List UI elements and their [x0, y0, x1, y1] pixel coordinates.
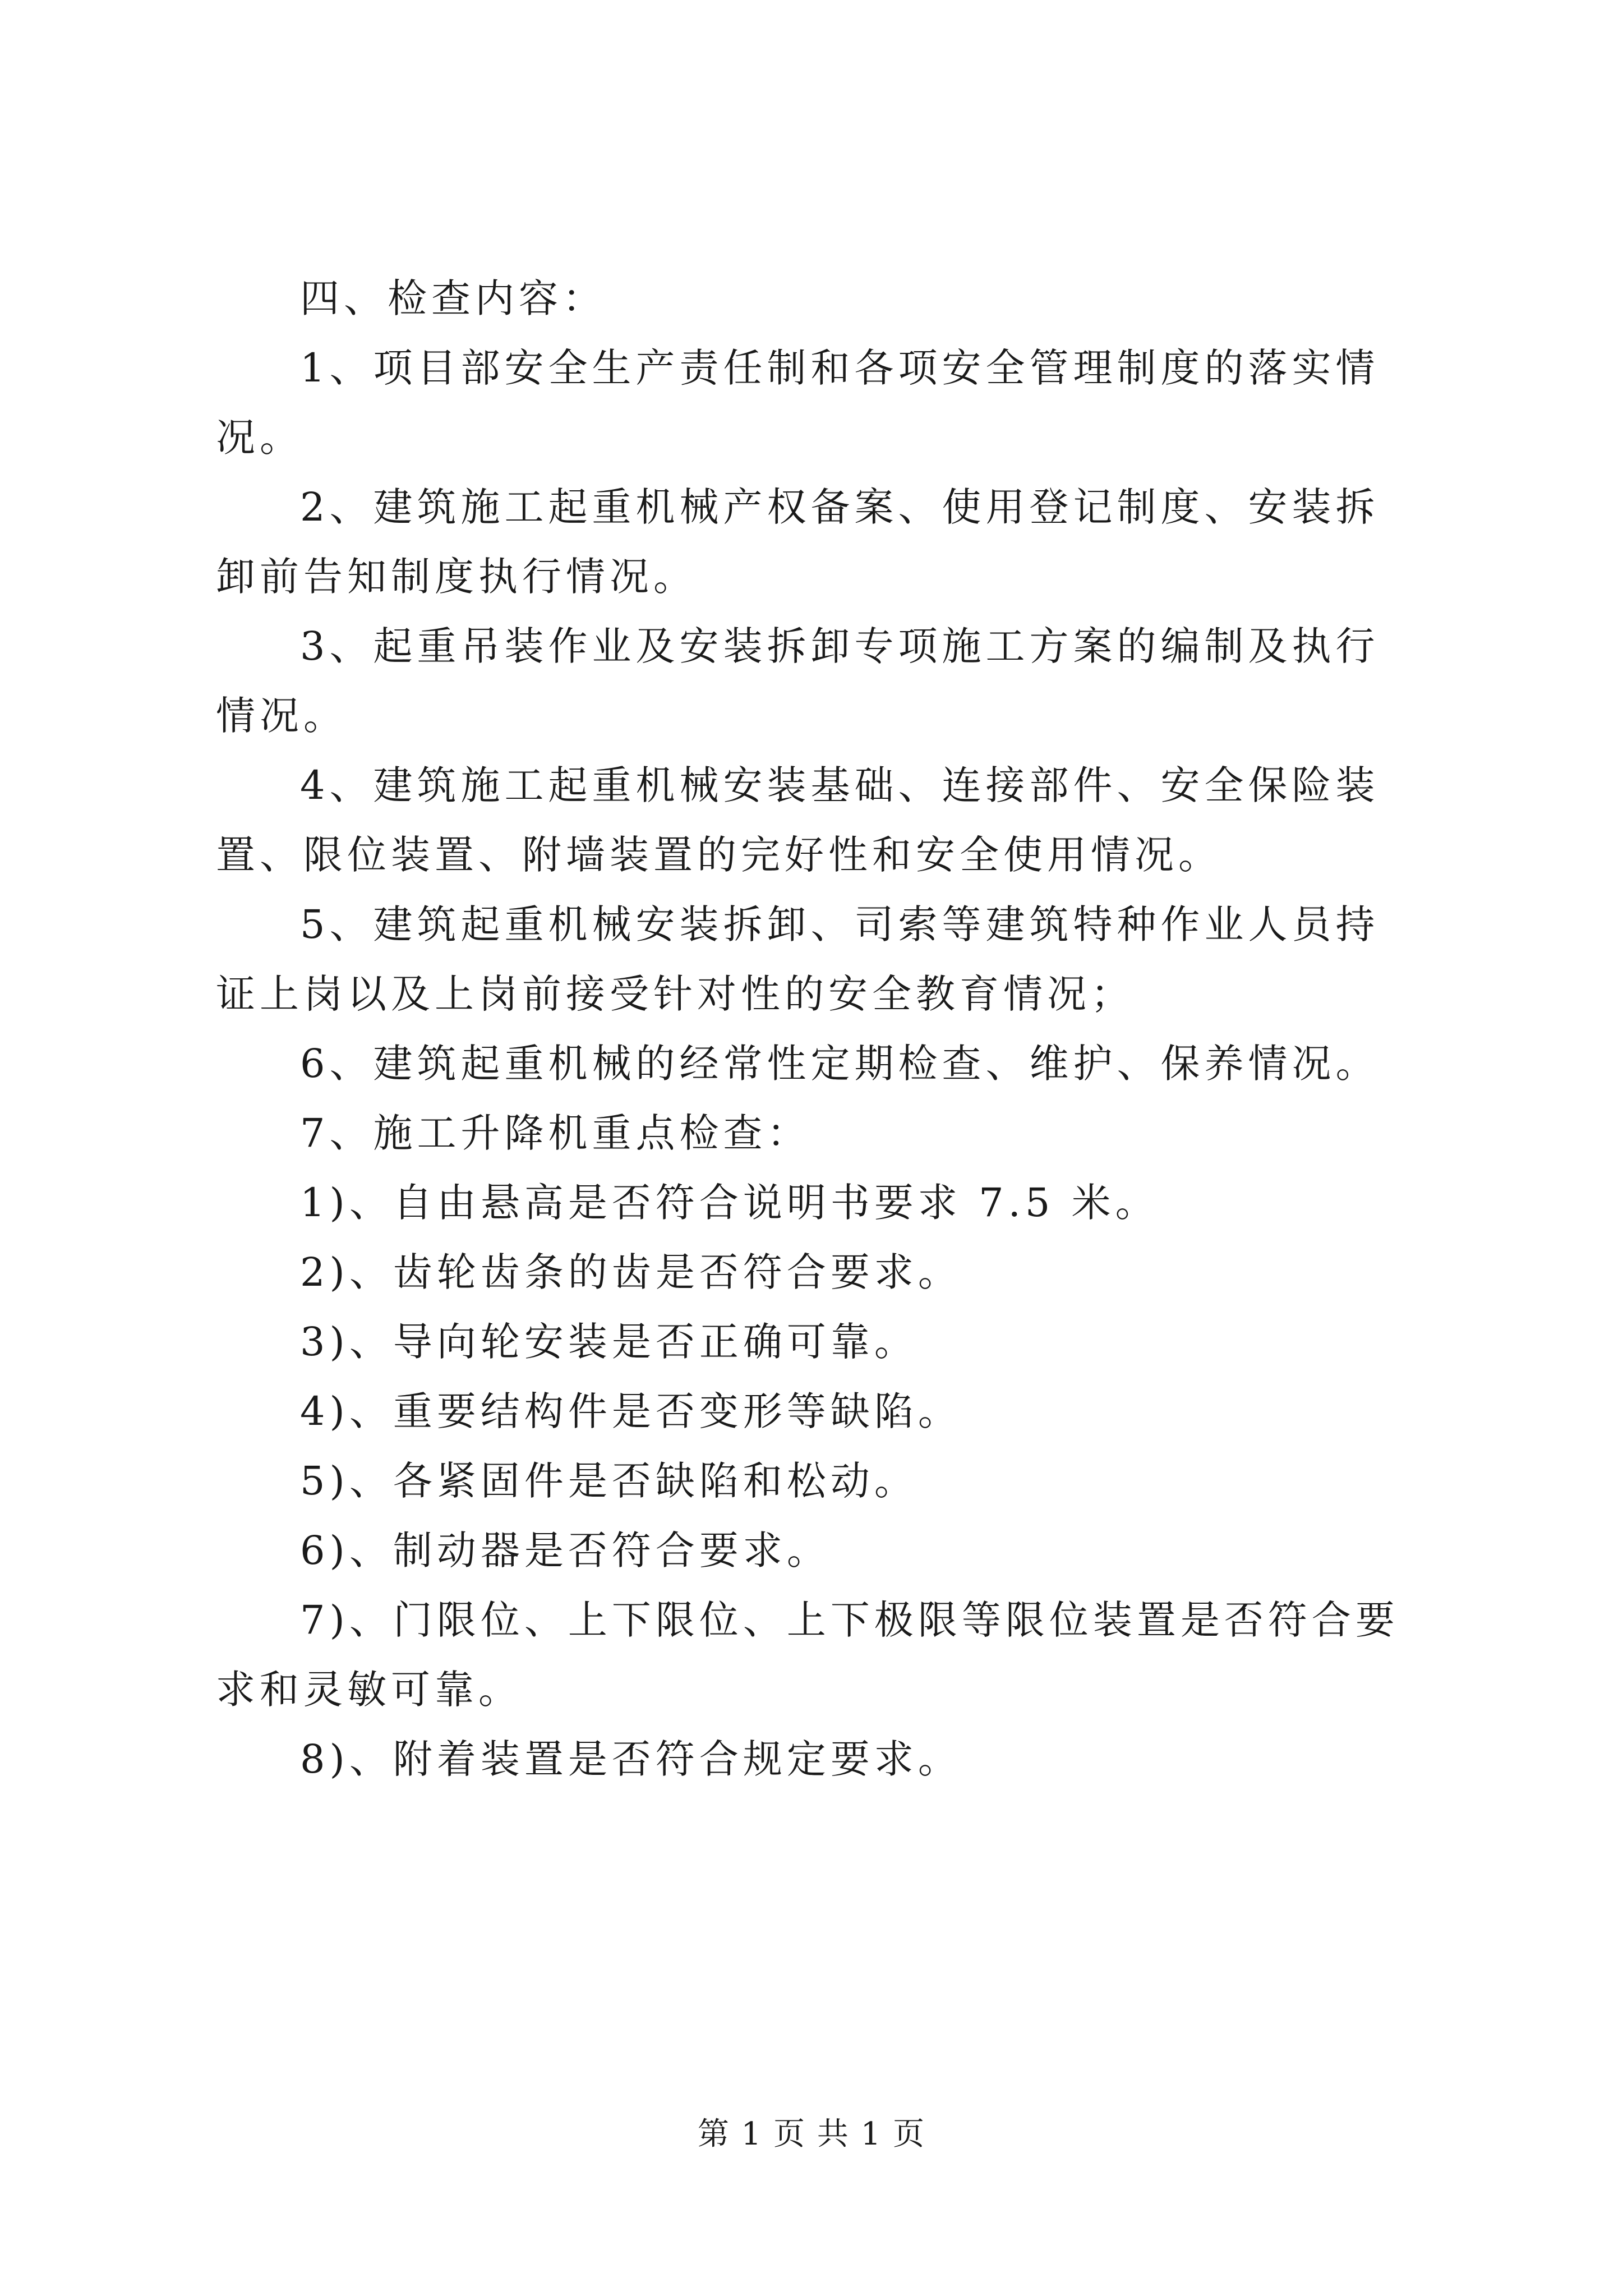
sub-item-5: 5)、各紧固件是否缺陷和松动。 — [300, 1458, 918, 1504]
paragraph-item-6: 6、建筑起重机械的经常性定期检查、维护、保养情况。 — [300, 1041, 1380, 1087]
section-heading: 四、检查内容： — [300, 275, 606, 321]
paragraph-item-5: 5、建筑起重机械安装拆卸、司索等建筑特种作业人员持证上岗以及上岗前接受针对性的安全教育情况； — [216, 901, 1380, 1017]
paragraph-item-3: 3、起重吊装作业及安装拆卸专项施工方案的编制及执行情况。 — [216, 623, 1380, 739]
paragraph-item-4: 4、建筑施工起重机械安装基础、连接部件、安全保险装置、限位装置、附墙装置的完好性和安全使用情况。 — [216, 762, 1380, 878]
sub-item-2: 2)、齿轮齿条的齿是否符合要求。 — [300, 1249, 962, 1295]
paragraph-item-1: 1、项目部安全生产责任制和各项安全管理制度的落实情况。 — [216, 345, 1380, 461]
sub-item-1: 1)、自由悬高是否符合说明书要求 7.5 米。 — [300, 1180, 1159, 1226]
document-body — [216, 264, 1422, 1794]
sub-item-3: 3)、导向轮安装是否正确可靠。 — [300, 1319, 918, 1365]
page-number-footer: 第 1 页 共 1 页 — [697, 2116, 926, 2152]
sub-item-4: 4)、重要结构件是否变形等缺陷。 — [300, 1388, 962, 1434]
paragraph-item-7: 7、施工升降机重点检查： — [300, 1110, 811, 1156]
sub-item-7: 7)、门限位、上下限位、上下极限等限位装置是否符合要求和灵敏可靠。 — [216, 1597, 1399, 1713]
paragraph-item-2: 2、建筑施工起重机械产权备案、使用登记制度、安装拆卸前告知制度执行情况。 — [216, 484, 1380, 600]
sub-item-8: 8)、附着装置是否符合规定要求。 — [300, 1736, 962, 1782]
sub-item-6: 6)、制动器是否符合要求。 — [300, 1527, 831, 1573]
